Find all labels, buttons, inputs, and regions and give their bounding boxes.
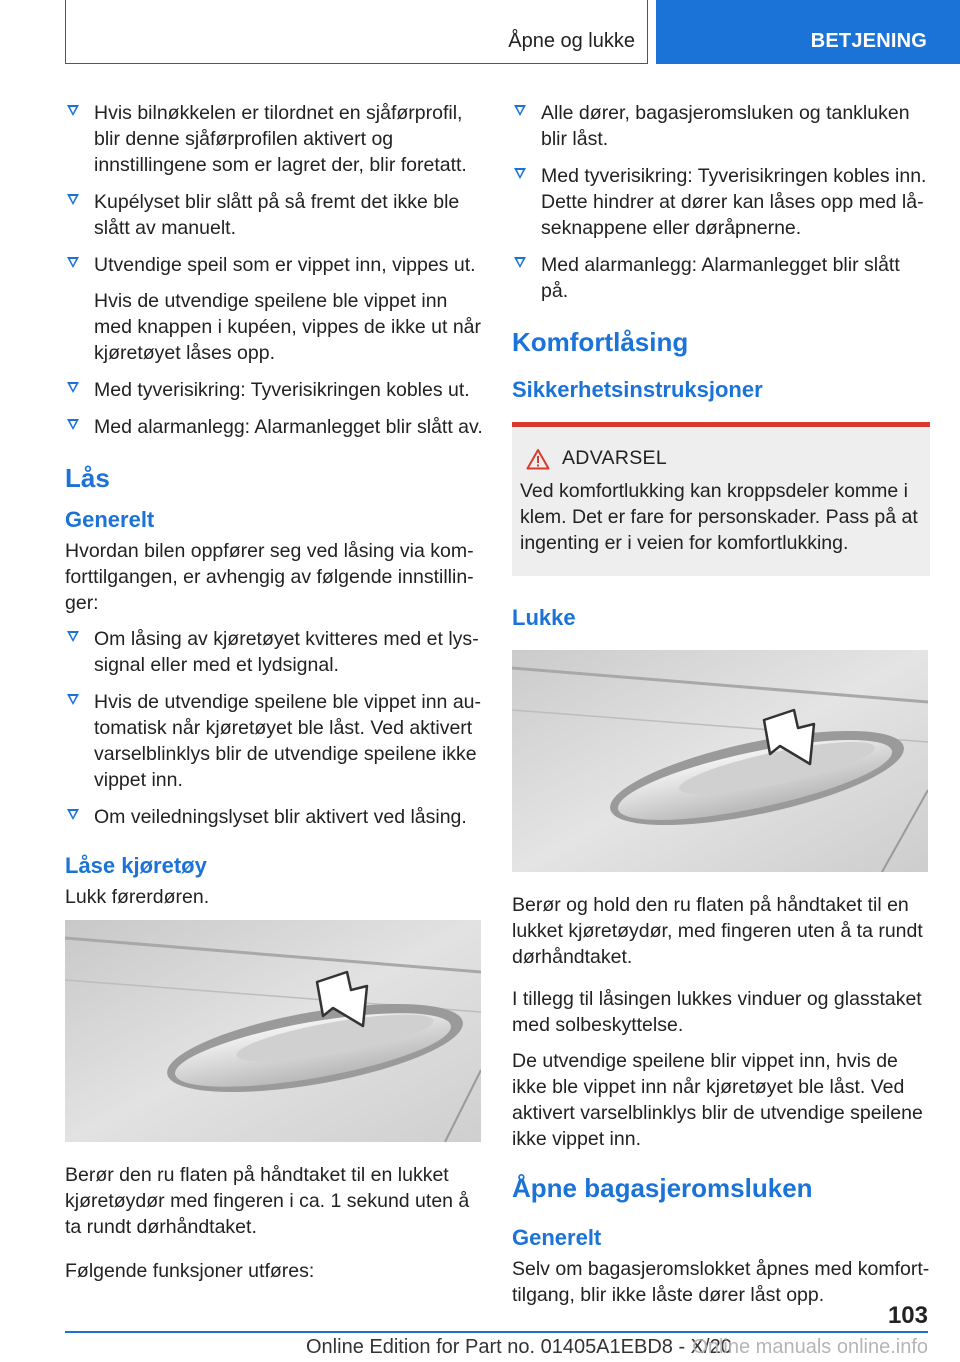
footer-watermark: Online manuals online.info bbox=[692, 1336, 928, 1358]
generelt-text: Hvordan bilen oppfører seg ved låsing via komforttilgangen, er avhengig av følgende innstillinger: bbox=[65, 540, 474, 614]
lukke-text-3: De utvendige speilene blir vippet inn, hvis de ikke ble vippet inn når kjøretøyet ble låst. Ved aktivert varselblinklys blir de utvendige speilene ikke vippet inn. bbox=[512, 1050, 923, 1150]
warning-text: Ved komfortlukking kan kroppsdeler komme i klem. Det er fare for personskader. Pass på at ingenting er i veien for komfortlukking. bbox=[520, 480, 918, 554]
heading-generelt: Generelt bbox=[512, 1225, 602, 1250]
header-section-tab bbox=[656, 0, 960, 64]
warning-title: ADVARSEL bbox=[562, 447, 667, 469]
list-item: Om veiledningslyset blir aktivert ved låsing. bbox=[65, 804, 483, 830]
chapter-title: Åpne og lukke bbox=[508, 30, 635, 52]
triangle-bullet-icon bbox=[67, 631, 79, 642]
list-item: Med alarmanlegg: Alarmanlegget blir slått av. bbox=[65, 414, 483, 440]
list-item: Hvis de utvendige speilene ble vippet inn automatisk når kjøretøyet ble låst. Ved aktivert varselblinklys blir de utvendige speilene ikke vippet inn. bbox=[65, 689, 483, 793]
generelt2-text: Selv om bagasjeromslokket åpnes med komforttilgang, blir ikke låste dører låst opp. bbox=[512, 1258, 930, 1306]
list-item: Med tyverisikring: Tyverisikringen kobles ut. bbox=[65, 377, 483, 403]
triangle-bullet-icon bbox=[67, 694, 79, 705]
list-item: Kupélyset blir slått på så fremt det ikke ble slått av manuelt. bbox=[65, 189, 483, 241]
footer-divider bbox=[65, 1331, 928, 1333]
door-handle-photo bbox=[65, 920, 481, 1142]
heading-lase-kjoretoy: Låse kjøretøy bbox=[65, 853, 207, 878]
lukke-text-2: I tillegg til låsingen lukkes vinduer og glasstaket med solbeskyttelse. bbox=[512, 988, 922, 1036]
lukke-text-1: Berør og hold den ru flaten på håndtaket til en lukket kjøretøydør, med fingeren uten å ta rundt dørhåndtaket. bbox=[512, 894, 923, 968]
triangle-bullet-icon bbox=[514, 257, 526, 268]
triangle-bullet-icon bbox=[67, 105, 79, 116]
heading-sikkerhetsinstruksjoner: Sikkerhetsinstruksjoner bbox=[512, 377, 763, 402]
bullet-list-generelt bbox=[65, 626, 483, 830]
triangle-bullet-icon bbox=[67, 257, 79, 268]
heading-apne-bagasjeromsluken: Åpne bagasjeromsluken bbox=[512, 1173, 813, 1203]
triangle-bullet-icon bbox=[514, 168, 526, 179]
list-item: Utvendige speil som er vippet inn, vippes ut. Hvis de utvendige speilene ble vippet inn med knappen i kupéen, vippes de ikke ut når kjøretøyet låses opp. bbox=[65, 252, 483, 366]
heading-lukke: Lukke bbox=[512, 605, 576, 630]
right-column bbox=[512, 100, 930, 1318]
list-item: Med tyverisikring: Tyverisikringen kobles inn. Dette hindrer at dører kan låses opp med låseknappene eller døråpnerne. bbox=[512, 163, 930, 241]
bullet-list-top-left bbox=[65, 100, 483, 440]
warning-title-row bbox=[520, 447, 922, 470]
triangle-bullet-icon bbox=[514, 105, 526, 116]
triangle-bullet-icon bbox=[67, 194, 79, 205]
list-item: Om låsing av kjøretøyet kvitteres med et lyssignal eller med et lydsignal. bbox=[65, 626, 483, 678]
triangle-bullet-icon bbox=[67, 419, 79, 430]
heading-las: Lås bbox=[65, 463, 110, 493]
list-item: Hvis bilnøkkelen er tilordnet en sjåførprofil, blir denne sjåførprofilen aktivert og innstillingene som er lagret der, blir foretatt. bbox=[65, 100, 483, 178]
list-item: Med alarmanlegg: Alarmanlegget blir slått på. bbox=[512, 252, 930, 304]
warning-triangle-icon bbox=[526, 448, 550, 470]
warning-box bbox=[512, 422, 930, 576]
door-handle-photo bbox=[512, 650, 928, 872]
triangle-bullet-icon bbox=[67, 382, 79, 393]
header-chapter-box bbox=[65, 0, 648, 64]
list-item-subtext: Hvis de utvendige speilene ble vippet inn med knappen i kupéen, vippes de ikke ut når kjøretøyet låses opp. bbox=[94, 290, 482, 364]
page-number: 103 bbox=[887, 1302, 928, 1329]
folgende-text: Følgende funksjoner utføres: bbox=[65, 1260, 315, 1282]
lase-text: Lukk førerdøren. bbox=[65, 886, 210, 908]
heading-komfortlasing: Komfortlåsing bbox=[512, 327, 689, 357]
left-column bbox=[65, 100, 483, 1294]
triangle-bullet-icon bbox=[67, 809, 79, 820]
list-item: Alle dører, bagasjeromsluken og tankluken blir låst. bbox=[512, 100, 930, 152]
section-title: BETJENING bbox=[810, 30, 927, 52]
bullet-list-top-right bbox=[512, 100, 930, 304]
after-photo-text: Berør den ru flaten på håndtaket til en lukket kjøretøydør med fingeren i ca. 1 sekund uten å ta rundt dørhåndtaket. bbox=[65, 1164, 470, 1238]
heading-generelt: Generelt bbox=[65, 507, 155, 532]
footer-edition: Online Edition for Part no. 01405A1EBD8 - X/20 bbox=[306, 1336, 732, 1358]
